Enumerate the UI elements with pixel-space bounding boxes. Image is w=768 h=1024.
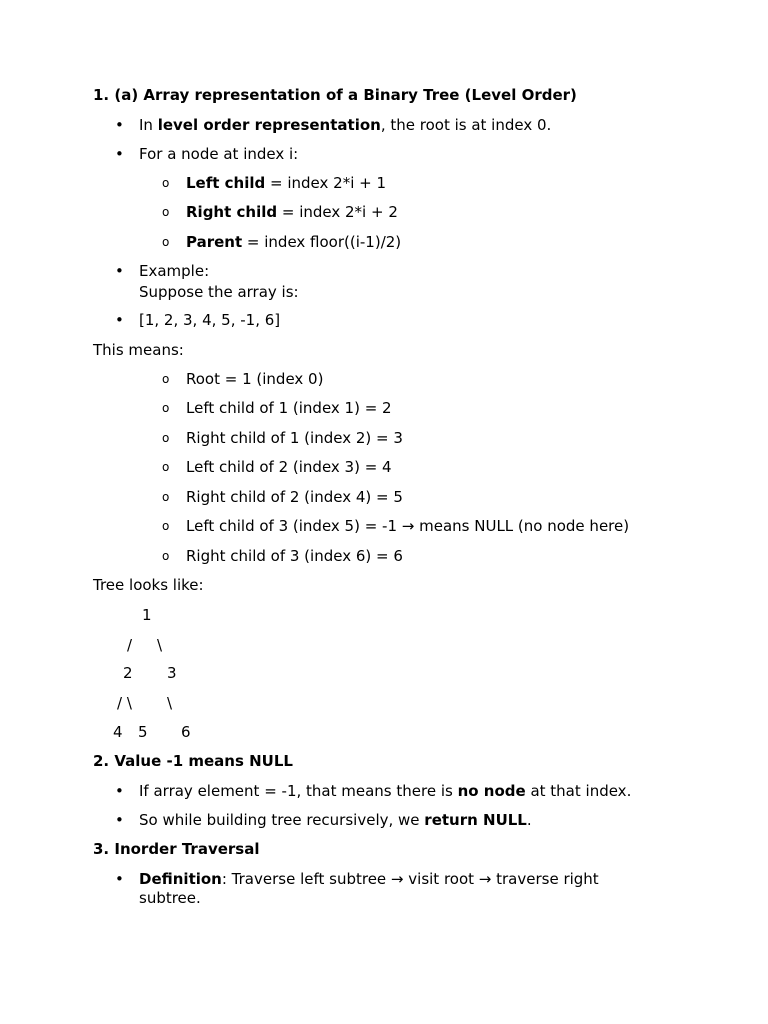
list-item: Right child of 1 (index 2) = 3 — [186, 429, 403, 447]
sub-bullet-marker: o — [162, 431, 170, 445]
section-1-heading: 1. (a) Array representation of a Binary Tree (Level Order) — [93, 86, 577, 104]
bullet-marker: • — [115, 262, 124, 280]
sub-bullet-marker: o — [162, 401, 170, 415]
definition-line-1: Definition: Traverse left subtree → visit root → traverse right — [139, 870, 599, 888]
left-child-formula: Left child = index 2*i + 1 — [186, 174, 387, 192]
tree-edges-of-2: / \ — [117, 694, 132, 712]
list-item: Left child of 1 (index 1) = 2 — [186, 399, 392, 417]
right-child-formula: Right child = index 2*i + 2 — [186, 203, 398, 221]
tree-node-6: 6 — [181, 723, 191, 741]
parent-formula: Parent = index floor((i-1)/2) — [186, 233, 402, 251]
tree-intro: Tree looks like: — [93, 576, 204, 594]
null-bullet-1: If array element = -1, that means there is no node at that index. — [139, 782, 632, 800]
bullet-marker: • — [115, 116, 124, 134]
sub-bullet-marker: o — [162, 235, 170, 249]
tree-node-2: 2 — [123, 664, 133, 682]
list-item: Right child of 2 (index 4) = 5 — [186, 488, 403, 506]
sub-bullet-marker: o — [162, 205, 170, 219]
tree-edge-right: \ — [157, 636, 163, 654]
tree-node-4: 4 — [113, 723, 123, 741]
list-item: Root = 1 (index 0) — [186, 370, 324, 388]
list-item: Left child of 2 (index 3) = 4 — [186, 458, 392, 476]
node-index-bullet: For a node at index i: — [139, 145, 299, 163]
tree-node-1: 1 — [142, 606, 152, 624]
sub-bullet-marker: o — [162, 519, 170, 533]
tree-node-3: 3 — [167, 664, 177, 682]
sub-bullet-marker: o — [162, 490, 170, 504]
bullet-marker: • — [115, 145, 124, 163]
tree-node-5: 5 — [138, 723, 148, 741]
sub-bullet-marker: o — [162, 549, 170, 563]
this-means-text: This means: — [93, 341, 184, 359]
sub-bullet-marker: o — [162, 372, 170, 386]
bullet-marker: • — [115, 811, 124, 829]
bullet-marker: • — [115, 782, 124, 800]
list-item: Right child of 3 (index 6) = 6 — [186, 547, 403, 565]
bullet-marker: • — [115, 311, 124, 329]
definition-line-2: subtree. — [139, 889, 201, 907]
tree-edge-left: / — [127, 636, 133, 654]
section-3-heading: 3. Inorder Traversal — [93, 840, 260, 858]
level-order-bullet: In level order representation, the root is at index 0. — [139, 116, 552, 134]
suppose-text: Suppose the array is: — [139, 283, 299, 301]
example-array: [1, 2, 3, 4, 5, -1, 6] — [139, 311, 281, 329]
tree-edge-of-3: \ — [167, 694, 173, 712]
sub-bullet-marker: o — [162, 176, 170, 190]
example-label: Example: — [139, 262, 210, 280]
sub-bullet-marker: o — [162, 460, 170, 474]
null-bullet-2: So while building tree recursively, we return NULL. — [139, 811, 532, 829]
section-2-heading: 2. Value -1 means NULL — [93, 752, 293, 770]
bullet-marker: • — [115, 870, 124, 888]
list-item: Left child of 3 (index 5) = -1 → means NULL (no node here) — [186, 517, 630, 535]
